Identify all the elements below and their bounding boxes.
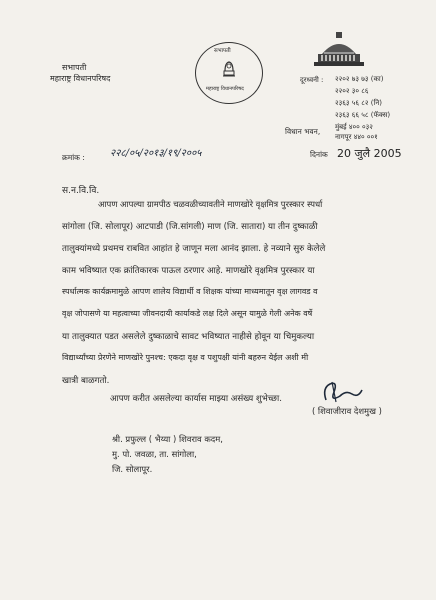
emblem-top-text: सभापती [214,48,231,54]
body-line-2: सांगोला (जि. सोलापूर) आटपाडी (जि.सांगली) माण (जि. सातारा) या तीन दुष्काळी [62,222,318,232]
recipient-line-3: जि. सोलापूर. [112,464,153,474]
header-left-subtitle: महाराष्ट्र विधानपरिषद [50,74,111,83]
handwritten-signature [318,378,368,406]
office-line-mumbai: मुंबई ४०० ०३२ [335,123,373,131]
vidhan-bhavan-dome-icon [310,32,368,68]
body-line-3: तालुक्यांमध्ये प्रथमच राबवित आहांत हे जाणून मला आनंद झाला. हे नव्याने सुरु केलेले [62,244,326,254]
emblem-bottom-text: महाराष्ट्र विधानपरिषद [206,86,244,92]
recipient-line-2: मु. पो. जवळा, ता. सांगोला, [112,449,197,459]
office-line-nagpur: नागपूर ४४० ००१ [335,133,378,141]
emblem-seal [195,42,263,104]
body-line-8: विद्यार्थ्यांच्या प्रेरणेने माणखोरे पुनश्च: एकदा वृक्ष व पशुपक्षी यांनी बहरुन येईल अशी मी [62,353,309,362]
body-line-6: वृक्ष जोपासणे या महत्वाच्या जीवनदायी कार्याकडे लक्ष दिले असून यामुळे गेली अनेक वर्षे [62,309,313,318]
header-left-title: सभापती [62,63,87,72]
body-line-1: आपण आपल्या ग्रामपीठ चळवळीच्यावतीने माणखोरे वृक्षमित्र पुरस्कार स्पर्धा [98,199,323,209]
body-line-4: काम भविष्यात एक क्रांतिकारक पाऊल ठरणार आहे. माणखोरे वृक्षमित्र पुरस्कार या [62,266,315,276]
phone-3: २३६३ ५६ ८२ (नि) [335,99,382,107]
closing-line: आपण करीत असलेल्या कार्यास माझ्या असंख्य शुभेच्छा. [110,394,282,404]
phone-4: २३६३ ६६ ५८ (फॅक्स) [335,111,391,119]
ref-handwritten: २२८/०५/२०१३/१९/२००५ [110,148,202,159]
date-label: दिनांक [310,150,328,159]
phone-1: २२०२ ७३ ७३ (का) [335,75,384,83]
signatory-name: ( शिवाजीराव देशमुख ) [312,406,382,416]
recipient-line-1: श्री. प्रफुल्ल ( भैय्या ) शिवराव कदम, [112,434,223,444]
body-line-9: खात्री बाळगतो. [62,376,110,386]
date-value: 20 जुलै 2005 [337,147,402,160]
body-line-5: स्पर्धात्मक कार्यक्रमामुळे आपण शालेय विद्यार्थी व शिक्षक यांच्या माध्यमातून वृक्ष लागवड व [62,287,318,296]
phone-2: २२०२ ३० ८६ [335,87,369,95]
office-label: विधान भवन, [285,127,321,136]
lion-capital-icon [218,57,240,79]
salutation: स.न.वि.वि. [62,186,100,196]
ref-label: क्रमांक : [62,153,85,162]
phone-label: दूरध्वनी : [300,76,324,84]
body-line-7: या तालुक्यात पडत असलेले दुष्काळाचे सावट भविष्यात नाहीसे होवून या चिमुकल्या [62,332,315,342]
